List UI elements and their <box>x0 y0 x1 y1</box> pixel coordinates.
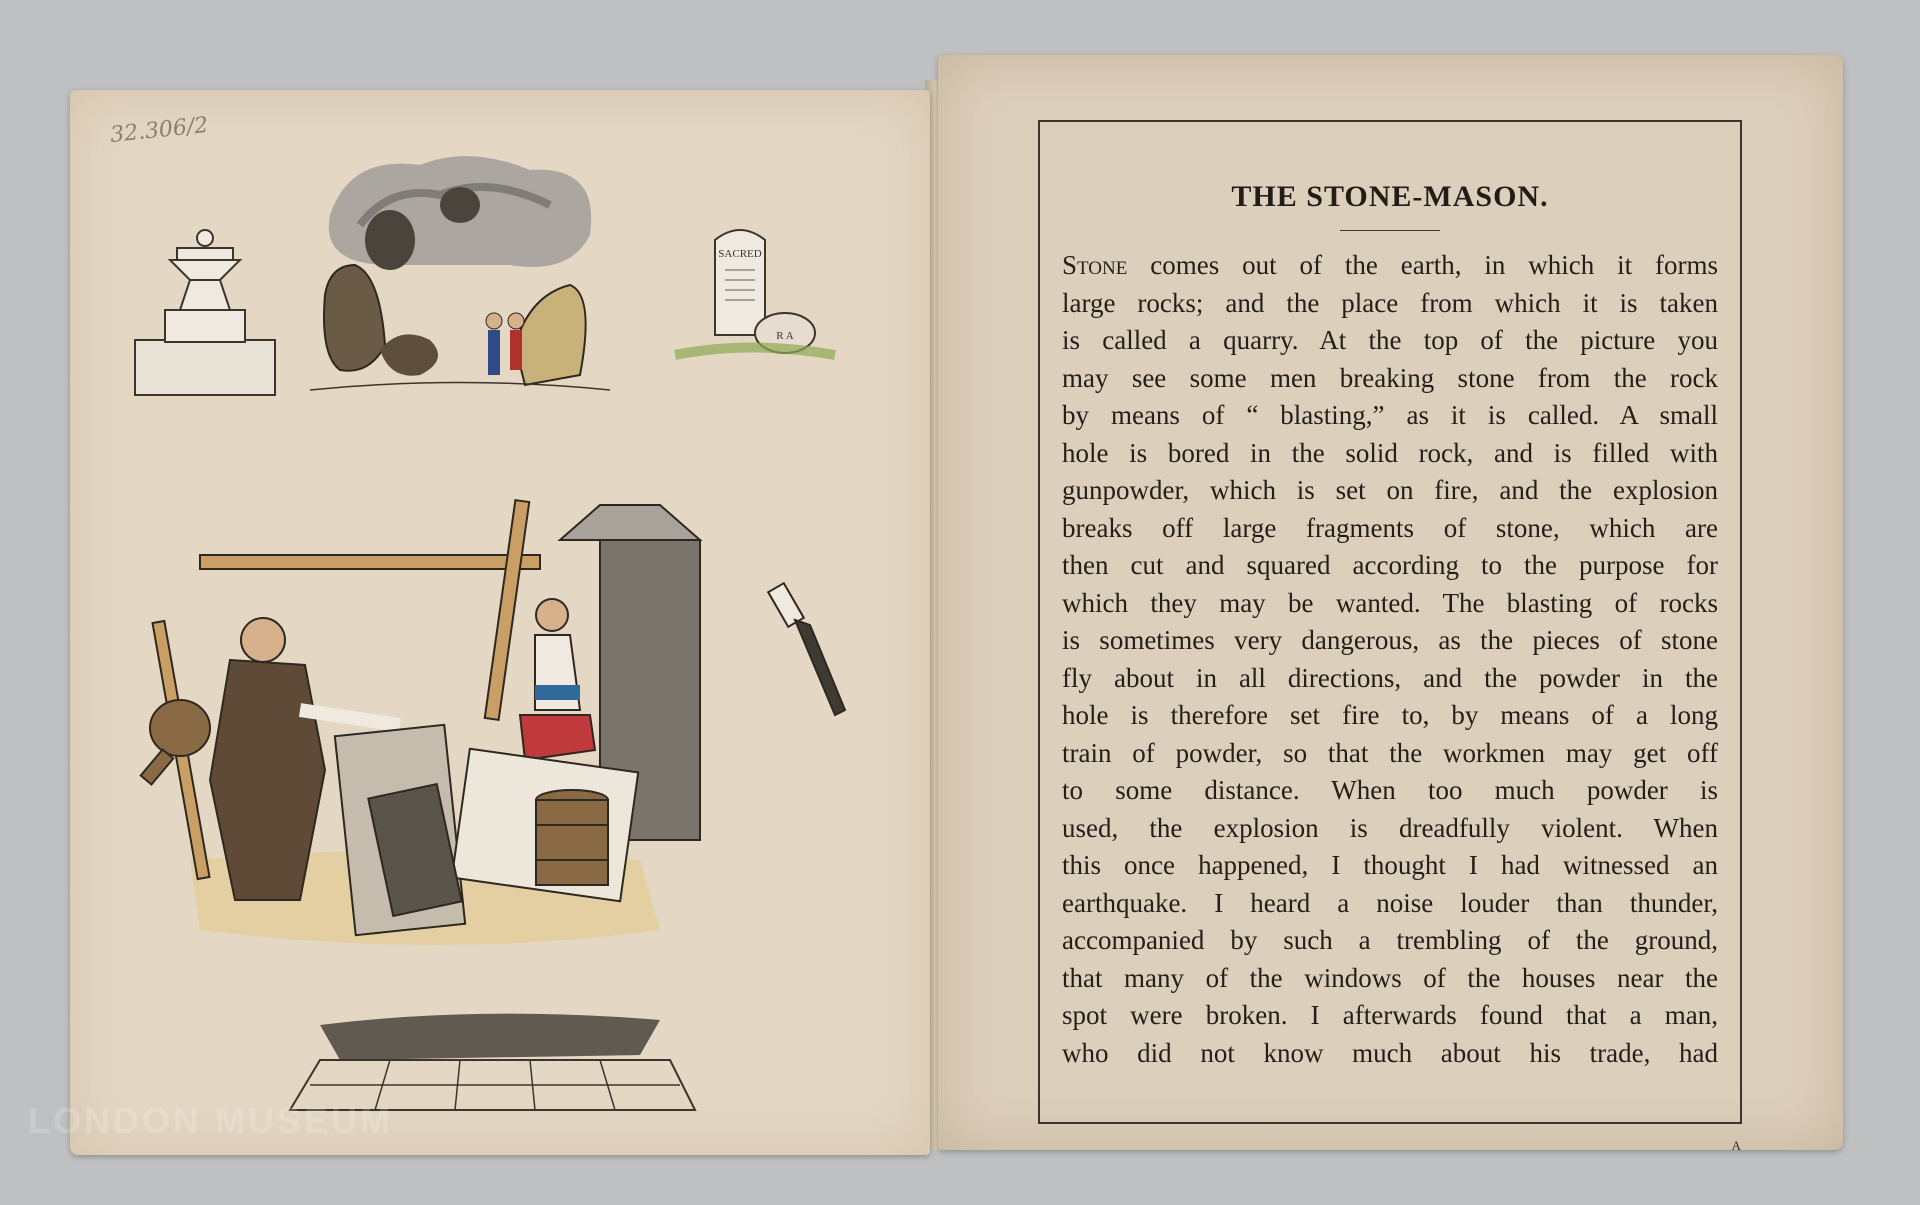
catalog-number: 32.306/2 <box>108 112 210 149</box>
text-line: fly about in all directions, and the powder in the <box>1062 662 1718 693</box>
text-line: hole is bored in the solid rock, and is filled with <box>1062 437 1718 468</box>
text-frame <box>1038 120 1742 1124</box>
tombstone-inscription: SACRED <box>718 248 762 260</box>
quarry-blasting-illustration <box>310 145 610 405</box>
text-line: used, the explosion is dreadfully violent. When <box>1062 812 1718 843</box>
text-line: breaks off large fragments of stone, which are <box>1062 512 1718 543</box>
museum-watermark: LONDON MUSEUM <box>28 1100 393 1141</box>
text-line: hole is therefore set fire to, by means of a long <box>1062 700 1718 730</box>
text-line: Stone comes out of the earth, in which it forms <box>1062 250 1718 280</box>
text-line: may see some men breaking stone from the rock <box>1062 362 1718 393</box>
text-line: earthquake. I heard a noise louder than thunder, <box>1062 887 1718 918</box>
chisel-illustration <box>765 580 855 720</box>
text-line: which they may be wanted. The blasting of rocks <box>1062 587 1718 618</box>
urn-monument-illustration <box>125 220 285 400</box>
right-page <box>938 55 1843 1153</box>
text-line: is called a quarry. At the top of the picture you <box>1062 325 1718 355</box>
text-line: who did not know much about his trade, had <box>1062 1037 1718 1068</box>
tombstone-illustration <box>670 215 840 375</box>
drop-word: Stone <box>1062 250 1128 280</box>
text-line: to some distance. When too much powder is <box>1062 775 1718 805</box>
body-text <box>1062 247 1718 1072</box>
text-line: by means of “ blasting,” as it is called. A small <box>1062 400 1718 430</box>
text-line: train of powder, so that the workmen may get off <box>1062 737 1718 768</box>
text-line: then cut and squared according to the purpose for <box>1062 550 1718 580</box>
text-line: gunpowder, which is set on fire, and the explosion <box>1062 475 1718 505</box>
stone-mason-workshop-illustration <box>140 460 840 980</box>
stone-initials: R A <box>776 330 794 342</box>
text-line: large rocks; and the place from which it is taken <box>1062 287 1718 318</box>
text-line: spot were broken. I afterwards found that a man, <box>1062 1000 1718 1030</box>
signature-mark: A <box>1731 1138 1741 1153</box>
text-line: this once happened, I thought I had witnessed an <box>1062 850 1718 880</box>
left-page <box>70 90 930 1155</box>
page-title: THE STONE-MASON. <box>1231 180 1549 213</box>
title-rule <box>1340 230 1440 231</box>
mallet-illustration <box>130 690 240 790</box>
text-line: is sometimes very dangerous, as the pieces of stone <box>1062 625 1718 655</box>
text-line: accompanied by such a trembling of the ground, <box>1062 925 1718 955</box>
text-line: that many of the windows of the houses near the <box>1062 962 1718 993</box>
